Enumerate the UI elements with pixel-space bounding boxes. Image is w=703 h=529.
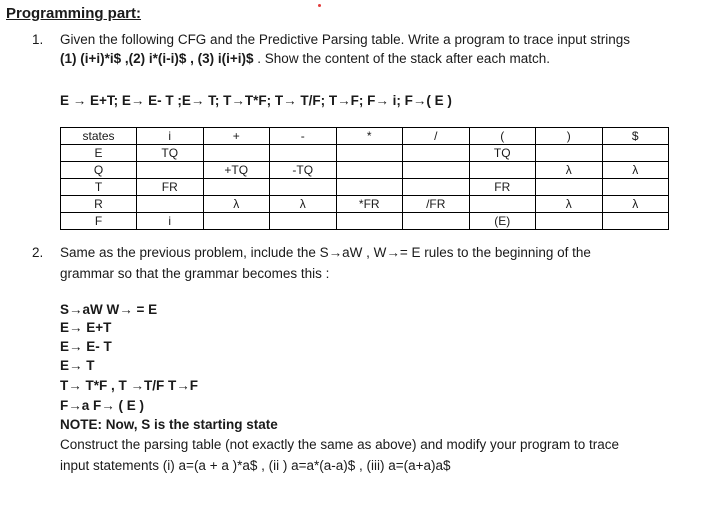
q2-grammar-line: T→ T*F , T →T/F T→F: [60, 378, 198, 393]
q2-text-line1: Same as the previous problem, include the S→aW , W→= E rules to the beginning of the: [60, 245, 591, 260]
table-cell: FR: [469, 179, 536, 196]
table-cell: (E): [469, 213, 536, 230]
table-row: [61, 145, 669, 162]
table-cell: [469, 162, 536, 179]
q2-note: NOTE: Now, S is the starting state: [60, 417, 278, 432]
q2-number: 2.: [32, 245, 44, 260]
table-cell: F: [61, 213, 137, 230]
table-cell: R: [61, 196, 137, 213]
table-cell: [336, 179, 403, 196]
table-cell: [203, 145, 270, 162]
q2-grammar-line: F→a F→ ( E ): [60, 398, 144, 413]
table-cell: λ: [602, 162, 669, 179]
table-cell: [137, 162, 204, 179]
table-cell: [602, 145, 669, 162]
q1-grammar: E → E+T; E→ E- T ;E→ T; T→T*F; T→ T/F; T→F; F→ i; F→( E ): [60, 93, 452, 108]
table-header-cell: +: [203, 128, 270, 145]
table-cell: [336, 162, 403, 179]
table-cell: E: [61, 145, 137, 162]
red-dot-mark: [318, 4, 321, 7]
table-header-cell: *: [336, 128, 403, 145]
table-cell: i: [137, 213, 204, 230]
q1-number: 1.: [32, 32, 44, 47]
table-cell: [403, 213, 470, 230]
table-row: [61, 162, 669, 179]
table-cell: [203, 179, 270, 196]
q2-text-line2: grammar so that the grammar becomes this :: [60, 266, 330, 281]
table-cell: [270, 213, 337, 230]
parsing-table: [60, 127, 669, 230]
q1-text-line2: [60, 51, 550, 66]
section-heading: Programming part:: [6, 5, 142, 22]
table-cell: [469, 196, 536, 213]
table-cell: [403, 145, 470, 162]
table-cell: TQ: [469, 145, 536, 162]
table-cell: +TQ: [203, 162, 270, 179]
table-cell: /FR: [403, 196, 470, 213]
q2-grammar-line: E→ E+T: [60, 320, 112, 335]
table-cell: [270, 179, 337, 196]
q1-input-strings: (1) (i+i)*i$ ,(2) i*(i-i)$ , (3) i(i+i)$: [60, 51, 254, 66]
table-row: [61, 179, 669, 196]
table-cell: [403, 162, 470, 179]
table-header-cell: i: [137, 128, 204, 145]
table-cell: λ: [270, 196, 337, 213]
table-header-cell: -: [270, 128, 337, 145]
table-cell: Q: [61, 162, 137, 179]
table-cell: FR: [137, 179, 204, 196]
table-cell: [536, 213, 603, 230]
q2-grammar-line: E→ E- T: [60, 339, 112, 354]
q2-grammar-line: S→aW W→ = E: [60, 302, 158, 317]
table-cell: [336, 145, 403, 162]
table-row: [61, 213, 669, 230]
q1-text-line1: Given the following CFG and the Predictive Parsing table. Write a program to trace input strings: [60, 32, 631, 47]
table-cell: [137, 196, 204, 213]
q1-instruction: . Show the content of the stack after each match.: [257, 51, 550, 66]
table-cell: [270, 145, 337, 162]
q2-construct-line2: input statements (i) a=(a + a )*a$ , (ii ) a=a*(a-a)$ , (iii) a=(a+a)a$: [60, 458, 451, 473]
table-row: [61, 196, 669, 213]
table-cell: [602, 179, 669, 196]
table-cell: [403, 179, 470, 196]
table-cell: [336, 213, 403, 230]
table-header-row: [61, 128, 669, 145]
table-cell: [602, 213, 669, 230]
table-cell: λ: [536, 162, 603, 179]
table-cell: λ: [203, 196, 270, 213]
table-cell: λ: [602, 196, 669, 213]
table-cell: [203, 213, 270, 230]
q2-construct-line1: Construct the parsing table (not exactly the same as above) and modify your program to trace: [60, 437, 620, 452]
table-cell: [536, 145, 603, 162]
table-cell: -TQ: [270, 162, 337, 179]
table-cell: TQ: [137, 145, 204, 162]
table-cell: λ: [536, 196, 603, 213]
table-header-cell: (: [469, 128, 536, 145]
table-cell: [536, 179, 603, 196]
q2-grammar-line: E→ T: [60, 358, 95, 373]
table-header-cell: ): [536, 128, 603, 145]
table-cell: T: [61, 179, 137, 196]
table-header-cell: /: [403, 128, 470, 145]
table-cell: *FR: [336, 196, 403, 213]
table-header-cell: $: [602, 128, 669, 145]
table-header-cell: states: [61, 128, 137, 145]
